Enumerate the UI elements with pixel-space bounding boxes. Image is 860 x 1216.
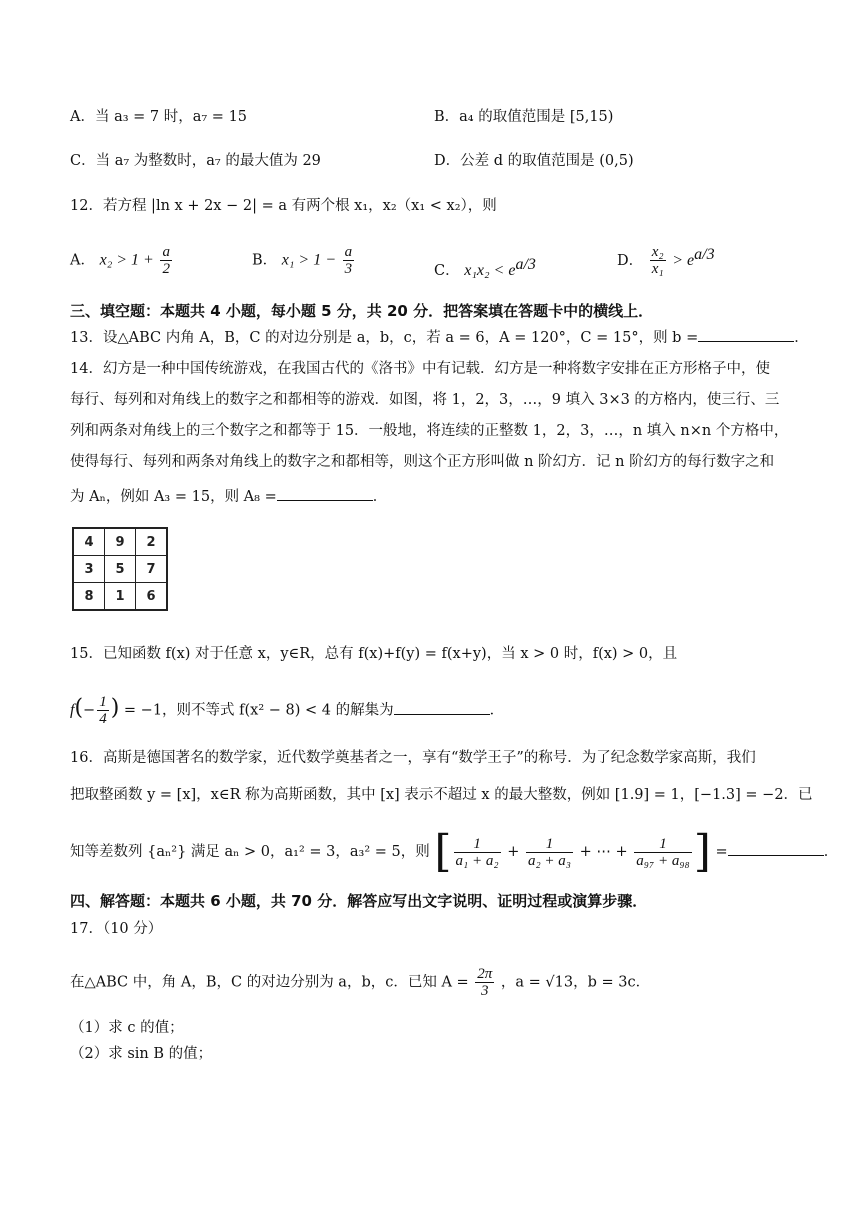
q17-title: 17．（10 分） <box>70 921 163 937</box>
fraction-numerator: 1 <box>454 836 501 853</box>
fraction-denominator: 3 <box>481 983 489 999</box>
q14-line-1: 14．幻方是一种中国传统游戏，在我国古代的《洛书》中有记载．幻方是一种将数字安排在正方形格子中，使 <box>70 361 770 377</box>
q12-option-d-fraction <box>650 244 666 277</box>
q16-term-3 <box>634 836 691 869</box>
q11-option-a: A．当 a₃ = 7 时，a₇ = 15 <box>70 109 248 125</box>
fraction-numerator: x₂ <box>651 244 664 261</box>
magic-square-cell: 9 <box>105 528 136 556</box>
q14-end: ． <box>372 489 388 505</box>
q16-line-1: 16．高斯是德国著名的数学家，近代数学奠基者之一，享有“数学王子”的称号．为了纪念数学家高斯，我们 <box>70 750 756 766</box>
q15-fraction <box>97 694 109 727</box>
fraction-numerator: 2π <box>477 966 493 982</box>
q14-line-5-text: 为 Aₙ，例如 A₃ = 15，则 A₈ = <box>70 489 277 505</box>
q12-stem: 12．若方程 |ln x + 2x − 2| = a 有两个根 x₁，x₂（x₁ < x₂），则 <box>70 198 497 214</box>
fraction-denominator: a₁ + a₂ <box>455 852 499 869</box>
q12-option-a-fraction <box>160 244 172 277</box>
q16-term-2 <box>526 836 573 869</box>
q12-option-c-exponent: a/3 <box>515 256 536 273</box>
q16-plus: + <box>507 844 520 860</box>
magic-square-row <box>73 556 167 583</box>
q12-option-c <box>434 254 536 282</box>
fraction-denominator: 3 <box>344 261 353 277</box>
q14-line-3: 列和两条对角线上的三个数字之和都等于 15．一般地，将连续的正整数 1，2，3，…，n 填入 n×n 个方格中， <box>70 423 789 439</box>
q12-option-a-expr: x₂ > 1 + <box>99 251 154 269</box>
magic-square-cell: 4 <box>73 528 105 556</box>
q11-option-d: D．公差 d 的取值范围是 (0,5) <box>434 153 634 169</box>
q15-line-1: 15．已知函数 f(x) 对于任意 x，y∈R，总有 f(x)+f(y) = f(x+y)，当 x > 0 时，f(x) > 0，且 <box>70 646 678 662</box>
magic-square-cell: 2 <box>136 528 168 556</box>
q14-line-2: 每行、每列和对角线上的数字之和都相等的游戏．如图，将 1，2，3，…，9 填入 3×3 的方格内，使三行、三 <box>70 392 780 408</box>
q12-option-b <box>252 244 356 277</box>
fraction-denominator: a₉₇ + a₉₈ <box>636 852 690 869</box>
fraction-denominator: 4 <box>99 711 107 727</box>
fraction-denominator: 2 <box>162 261 170 277</box>
q14-answer-blank <box>277 486 373 501</box>
q11-option-b: B．a₄ 的取值范围是 [5,15) <box>434 109 614 125</box>
q16-equals: = <box>715 844 728 860</box>
q12-option-a-label: A． <box>70 252 95 269</box>
q15-end: ． <box>489 702 505 719</box>
section-4-heading: 四、解答题：本题共 6 小题，共 70 分．解答应写出文字说明、证明过程或演算步骤． <box>70 892 648 910</box>
magic-square-row <box>73 528 167 556</box>
q13-text: 13．设△ABC 内角 A，B，C 的对边分别是 a，b，c，若 a = 6，A = 120°，C = 15°，则 b = <box>70 330 699 346</box>
q12-option-b-label: B． <box>252 252 278 269</box>
magic-square-cell: 7 <box>136 556 168 583</box>
q16-line-3-text: 知等差数列 {aₙ²} 满足 aₙ > 0，a₁² = 3，a₃² = 5，则 <box>70 844 430 860</box>
q12-option-d-label: D． <box>617 252 644 269</box>
q17-stem-b: ，a = √13，b = 3c． <box>500 974 651 991</box>
q12-option-c-label: C． <box>434 262 460 279</box>
q17-stem <box>70 966 650 999</box>
q14-line-5 <box>70 486 387 508</box>
q15-line-2-text: = −1，则不等式 f(x² − 8) < 4 的解集为 <box>123 702 394 719</box>
q12-option-b-fraction <box>343 244 355 277</box>
q17-part-2: （2）求 sin B 的值； <box>70 1046 213 1062</box>
q13 <box>70 327 809 349</box>
q16-answer-blank <box>728 841 824 856</box>
magic-square-figure <box>72 527 168 611</box>
section-3-heading: 三、填空题：本题共 4 小题，每小题 5 分，共 20 分．把答案填在答题卡中的横线上． <box>70 302 654 320</box>
left-bracket: [ <box>434 826 452 877</box>
q15-answer-blank <box>394 700 490 715</box>
magic-square-cell: 3 <box>73 556 105 583</box>
fraction-numerator: 1 <box>526 836 573 853</box>
q12-option-d <box>617 244 715 277</box>
fraction-numerator: 1 <box>99 694 107 710</box>
q16-dots: + ⋯ + <box>579 844 628 860</box>
q15-f: f <box>70 701 75 719</box>
q12-option-b-expr: x₁ > 1 − <box>281 251 337 269</box>
q17-fraction <box>475 966 494 999</box>
q12-option-a <box>70 244 174 277</box>
fraction-numerator: a <box>162 244 170 260</box>
magic-square-row <box>73 583 167 611</box>
q12-option-c-expr: x₁x₂ < e <box>464 261 516 279</box>
magic-square-cell: 6 <box>136 583 168 611</box>
fraction-numerator: a <box>344 244 353 260</box>
q15-line-2: f(− $\frac{1}{4}$ ) = −1，则不等式 f(x² − 8) < 4 的解集为 ． <box>70 694 505 727</box>
q16-line-3 <box>70 826 839 877</box>
q14-line-4: 使得每行、每列和两条对角线上的数字之和都相等，则这个正方形叫做 n 阶幻方．记 n 阶幻方的每行数字之和 <box>70 454 775 470</box>
fraction-numerator: 1 <box>634 836 691 853</box>
right-bracket: ] <box>693 826 711 877</box>
q16-term-1 <box>454 836 501 869</box>
fraction-denominator: x₁ <box>651 261 664 278</box>
q13-end: ． <box>794 330 809 346</box>
q16-line-2: 把取整函数 y = [x]，x∈R 称为高斯函数，其中 [x] 表示不超过 x 的最大整数，例如 [1.9] = 1，[−1.3] = −2．已 <box>70 787 813 803</box>
q17-stem-a: 在△ABC 中，角 A，B，C 的对边分别为 a，b，c．已知 A = <box>70 974 469 991</box>
fraction-denominator: a₂ + a₃ <box>527 852 572 869</box>
q11-option-c: C．当 a₇ 为整数时，a₇ 的最大值为 29 <box>70 153 321 169</box>
q13-answer-blank <box>698 327 794 342</box>
magic-square-cell: 8 <box>73 583 105 611</box>
q12-option-d-expr: > e <box>672 251 695 269</box>
q17-part-1: （1）求 c 的值； <box>70 1020 184 1036</box>
magic-square-cell: 5 <box>105 556 136 583</box>
magic-square-cell: 1 <box>105 583 136 611</box>
q12-option-d-exponent: a/3 <box>694 246 715 263</box>
q16-end: ． <box>823 844 839 860</box>
